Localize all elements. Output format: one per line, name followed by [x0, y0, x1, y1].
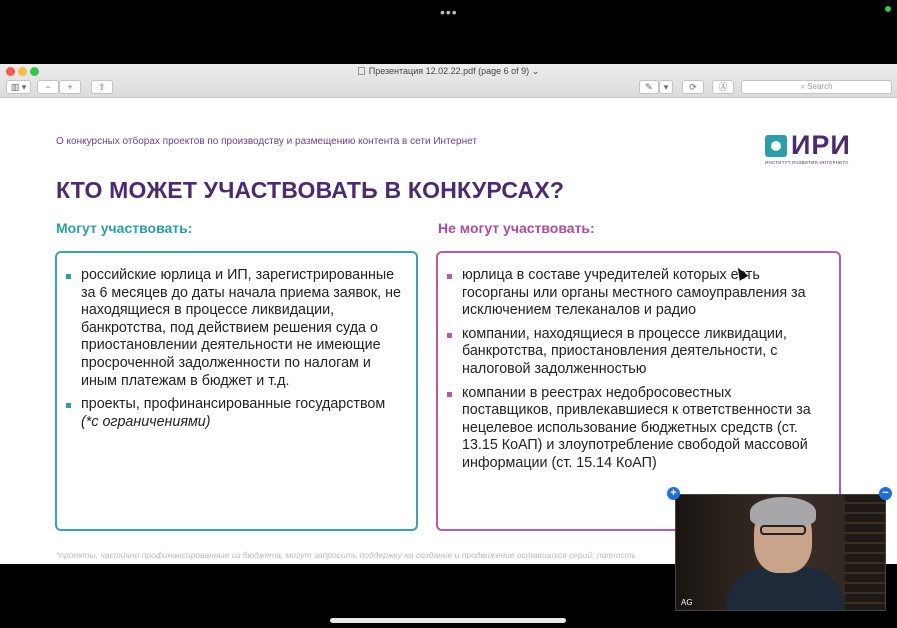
- participant-glasses: [760, 525, 806, 535]
- window-titlebar: [0, 64, 897, 98]
- participant-body: [726, 567, 844, 611]
- iri-logo: [765, 132, 865, 172]
- participant-name-label: AG: [681, 598, 693, 607]
- list-item: проекты, профинансированные государством (*с ограничениями): [81, 396, 402, 431]
- slide-subtitle: О конкурсных отборах проектов по производству и размещению контента в сети Интернет: [56, 136, 477, 147]
- cannot-participate-box: [436, 251, 841, 531]
- sidebar-toggle-button[interactable]: ▥ ▾: [6, 80, 31, 94]
- more-options-icon[interactable]: •••: [440, 4, 458, 20]
- document-title[interactable]: [0, 66, 897, 77]
- bookshelf-background: [845, 495, 885, 611]
- rotate-button[interactable]: ⟳: [682, 80, 704, 94]
- markup-menu-button[interactable]: ▾: [659, 80, 673, 94]
- slide-footnote: *проекты, частично профинансированные из бюджета, могут запросить поддержку на создание и продвижение оставшихся серий; полность: [56, 550, 637, 560]
- logo-mark-icon: [765, 135, 787, 157]
- can-participate-box: [55, 251, 418, 531]
- restriction-note: (*с ограничениями): [81, 413, 211, 430]
- zoom-in-button[interactable]: +: [59, 80, 81, 94]
- cannot-participate-heading: Не могут участвовать:: [438, 220, 595, 236]
- preview-window: [0, 64, 897, 564]
- search-placeholder: Search: [807, 82, 833, 91]
- search-input[interactable]: [741, 80, 892, 94]
- title-chevron-icon: ⌄: [531, 66, 540, 76]
- slide-title: КТО МОЖЕТ УЧАСТВОВАТЬ В КОНКУРСАХ?: [56, 177, 565, 203]
- markup-button[interactable]: ✎: [639, 80, 659, 94]
- connection-status-icon: [885, 6, 891, 12]
- annotate-button[interactable]: Ⓐ: [712, 80, 734, 94]
- list-item: российские юрлица и ИП, зарегистрированные за 6 месяцев до даты начала приема заявок, не находящиеся в процессе ликвидации, банкротства, под действием решения суда о приостановлении деятельности не имеющие просроченной задолженности по налогам и иным платежам в бюджет и т.д.: [81, 267, 401, 389]
- logo-tagline: ИНСТИТУТ РАЗВИТИЯ ИНТЕРНЕТА: [765, 160, 849, 165]
- search-icon: ⌕: [800, 82, 808, 91]
- zoom-out-button[interactable]: −: [37, 80, 59, 94]
- list-item: юрлица в составе учредителей которых есть госорганы или органы местного самоуправления за исключением телеканалов и радио: [462, 267, 825, 320]
- zoom-top-bar: [0, 0, 897, 64]
- home-indicator[interactable]: [330, 618, 566, 623]
- participant-hair: [750, 497, 816, 527]
- minimize-video-button[interactable]: −: [879, 487, 892, 500]
- list-item: компании, находящиеся в процессе ликвидации, банкротства, приостановления деятельности, с налоговой задолженностью: [462, 326, 825, 379]
- pdf-document-icon: [358, 67, 365, 75]
- can-participate-heading: Могут участвовать:: [56, 220, 193, 236]
- participant-video-tile[interactable]: [675, 494, 886, 611]
- logo-text: ИРИ: [791, 130, 851, 160]
- list-item: компании в реестрах недобросовестных поставщиков, привлекавшиеся к ответственности за нецелевое использование бюджетных средств (ст. 13.15 КоАП) и злоупотребление свободой массовой информации (ст. 15.14 КоАП): [462, 385, 825, 473]
- share-button[interactable]: ⇧: [91, 80, 113, 94]
- document-title-text: Презентация 12.02.22.pdf (page 6 of 9): [368, 66, 530, 76]
- pin-video-button[interactable]: +: [667, 487, 680, 500]
